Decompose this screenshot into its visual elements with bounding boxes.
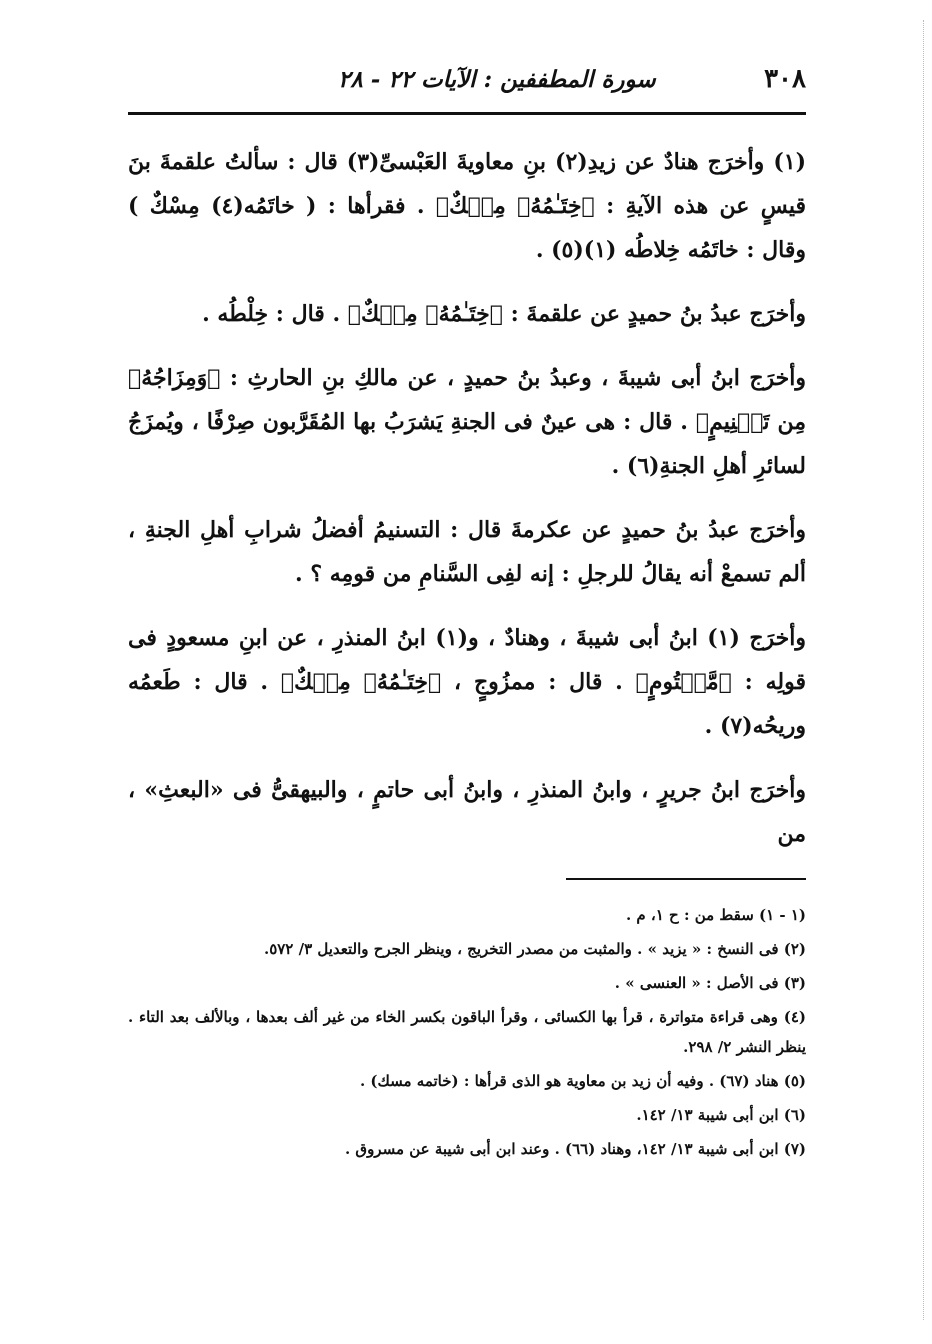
footnote-separator (566, 878, 806, 880)
paragraph: وأخرَج عبدُ بنُ حميدٍ عن عكرمةَ قال : التسنيمُ أفضلُ شرابِ أهلِ الجنةِ ، ألم تسمعْ أنه يقالُ للرجلِ : إنه لفِى السَّنامِ من قومِه ؟ . (128, 517, 806, 587)
scan-edge (922, 20, 924, 1320)
paragraph: وأخرَج عبدُ بنُ حميدٍ عن علقمةَ : ﴿خِتَـٰمُهُۥ مِسۡكٌ﴾ . قال : خِلْطُه . (202, 301, 806, 327)
footnote: (٤) وهى قراءة متواترة ، قرأ بها الكسائى ، وقرأ الباقون بكسر الخاء من غير ألف بعدها ، وبالألف بعد التاء . ينظر النشر ٢/ ٢٩٨. (128, 1008, 806, 1056)
footnote: (٦) ابن أبى شيبة ١٣/ ١٤٢. (636, 1106, 806, 1124)
footnotes (128, 900, 806, 1168)
paragraph: (١) وأخرَج هنادٌ عن زيدِ(٢) بنِ معاويةَ العَبْسىِّ(٣) قال : سألتُ علقمةَ بنَ قيسٍ عن هذه الآيةِ : ﴿خِتَـٰمُهُۥ مِسۡكٌ﴾ . فقرأها : ( خاتَمُه(٤) مِسْكٌ ) وقال : خاتَمُه خِلاطُه (١)(٥) . (128, 149, 806, 263)
footnote: (٣) فى الأصل : « العنسى » . (614, 974, 806, 992)
footnote: (٢) فى النسخ : « يزيد » . والمثبت من مصدر التخريج ، وينظر الجرح والتعديل ٣/ ٥٧٢. (263, 940, 806, 958)
main-text (128, 140, 806, 876)
paragraph: وأخرَج ابنُ أبى شيبةَ ، وعبدُ بنُ حميدٍ ، عن مالكِ بنِ الحارثِ : ﴿وَمِزَاجُهُۥ مِن تَسۡنِيمٍ﴾ . قال : هى عينٌ فى الجنةِ يَشرَبُ بها المُقَرَّبون صِرْفًا ، ويُمزَجُ لسائرِ أهلِ الجنةِ(٦) . (128, 365, 806, 479)
running-title: سورة المطففين : الآيات ٢٢ - ٢٨ (338, 66, 656, 93)
page-number: ٣٠٨ (764, 64, 806, 94)
paragraph: وأخرَج ابنُ جريرٍ ، وابنُ المنذرِ ، وابنُ أبى حاتمٍ ، والبيهقىُّ فى «البعثِ» ، من (128, 777, 806, 847)
page-header (128, 56, 806, 106)
footnote: (٧) ابن أبى شيبة ١٣/ ١٤٢، وهناد (٦٦) . وعند ابن أبى شيبة عن مسروق . (344, 1140, 806, 1158)
header-rule (128, 112, 806, 115)
paragraph: وأخرَج (١) ابنُ أبى شيبةَ ، وهنادٌ ، و(١) ابنُ المنذرِ ، عن ابنِ مسعودٍ فى قولِه : ﴿مَّخۡتُومٍ﴾ . قال : ممزُوجٍ ، ﴿خِتَـٰمُهُۥ مِسۡكٌ﴾ . قال : طَعمُه وريحُه(٧) . (128, 625, 806, 739)
footnote: (٥) هناد (٦٧) . وفيه أن زيد بن معاوية هو الذى قرأها : (خاتمه مسك) . (359, 1072, 806, 1090)
footnote: (١ - ١) سقط من : ح ١، م . (625, 906, 806, 924)
